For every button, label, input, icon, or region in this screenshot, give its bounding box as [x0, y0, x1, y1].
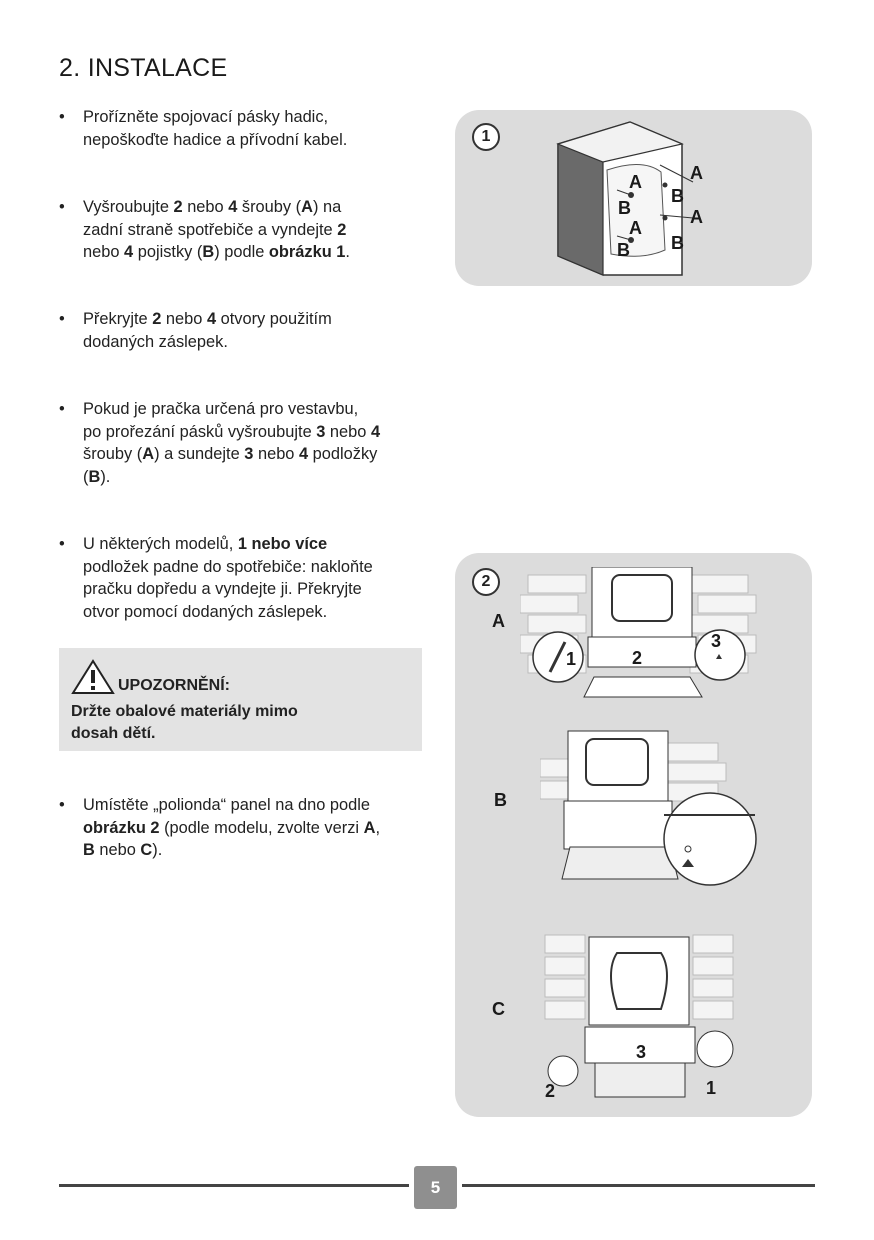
footer-rule-left — [59, 1184, 409, 1187]
text-line: obrázku 2 (podle modelu, zvolte verzi A, — [83, 818, 380, 837]
text-line: Překryjte 2 nebo 4 otvory použitím — [83, 310, 332, 328]
warning-text-line: Držte obalové materiály mimo — [71, 703, 298, 720]
section-c-step-1: 1 — [706, 1078, 717, 1098]
section-c-label: C — [492, 999, 505, 1019]
text-line: Umístěte „polionda“ panel na dno podle — [83, 796, 371, 814]
warning-text-line: dosah dětí. — [71, 725, 156, 742]
section-a-step-3: 3 — [711, 631, 722, 651]
text-line: Vyšroubujte 2 nebo 4 šrouby (A) na — [83, 198, 342, 216]
text-line: nebo 4 pojistky (B) podle obrázku 1. — [83, 243, 350, 261]
text-line: dodaných záslepek. — [83, 332, 228, 351]
text-line: Prořízněte spojovací pásky hadic, — [83, 108, 329, 126]
bullet-text — [83, 196, 433, 264]
text-line: pračku dopředu a vyndejte ji. Překryjte — [83, 580, 362, 598]
section-b-illustration — [540, 729, 765, 889]
washer-back-illustration — [455, 110, 812, 286]
bullet-dot: • — [59, 535, 65, 553]
label-screw-a: A — [690, 207, 703, 227]
section-a-illustration — [520, 567, 765, 712]
bullet-text — [83, 106, 433, 151]
bullet-dot: • — [59, 198, 65, 216]
figure-2-panel — [455, 553, 812, 1117]
text-line: podložek padne do spotřebiče: nakloňte — [83, 557, 373, 576]
text-line: B nebo C). — [83, 841, 163, 859]
warning-box — [59, 648, 422, 751]
label-washer-b: B — [671, 233, 684, 253]
section-c-illustration — [543, 931, 758, 1101]
bullet-text — [83, 308, 433, 353]
warning-triangle-icon — [71, 659, 115, 695]
text-line: po prořezání pásků vyšroubujte 3 nebo 4 — [83, 422, 381, 441]
bullet-dot: • — [59, 310, 65, 328]
figure-2-number: 2 — [472, 568, 500, 596]
warning-title: UPOZORNĚNÍ: — [118, 677, 230, 694]
label-washer-b: B — [618, 198, 631, 218]
figure-1-number: 1 — [472, 123, 500, 151]
section-a-step-2: 2 — [632, 648, 643, 668]
text-line: U některých modelů, 1 nebo více — [83, 535, 328, 553]
text-line: Pokud je pračka určená pro vestavbu, — [83, 400, 359, 418]
section-c-step-3: 3 — [636, 1042, 647, 1062]
label-screw-a: A — [629, 172, 642, 192]
figure-1-panel — [455, 110, 812, 286]
footer-rule-right — [462, 1184, 815, 1187]
section-a-label: A — [492, 611, 505, 631]
section-c-step-2: 2 — [545, 1081, 556, 1101]
page-number: 5 — [414, 1166, 457, 1209]
label-washer-b: B — [671, 186, 684, 206]
text-line: šrouby (A) a sundejte 3 nebo 4 podložky — [83, 445, 378, 463]
label-screw-a: A — [690, 163, 703, 183]
warning-text — [71, 701, 411, 745]
label-washer-b: B — [617, 240, 630, 260]
text-line: (B). — [83, 467, 111, 486]
text-line: otvor pomocí dodaných záslepek. — [83, 602, 328, 621]
bullet-dot: • — [59, 108, 65, 126]
label-screw-a: A — [629, 218, 642, 238]
bullet-text — [83, 533, 433, 623]
text-line: zadní straně spotřebiče a vyndejte 2 — [83, 220, 347, 239]
page-title: 2. INSTALACE — [59, 54, 228, 82]
bullet-dot: • — [59, 400, 65, 418]
bullet-dot: • — [59, 796, 65, 814]
section-a-step-1: 1 — [566, 649, 577, 669]
bullet-text — [83, 398, 433, 488]
section-b-label: B — [494, 790, 507, 810]
bullet-text — [83, 794, 433, 862]
text-line: nepoškoďte hadice a přívodní kabel. — [83, 130, 348, 149]
